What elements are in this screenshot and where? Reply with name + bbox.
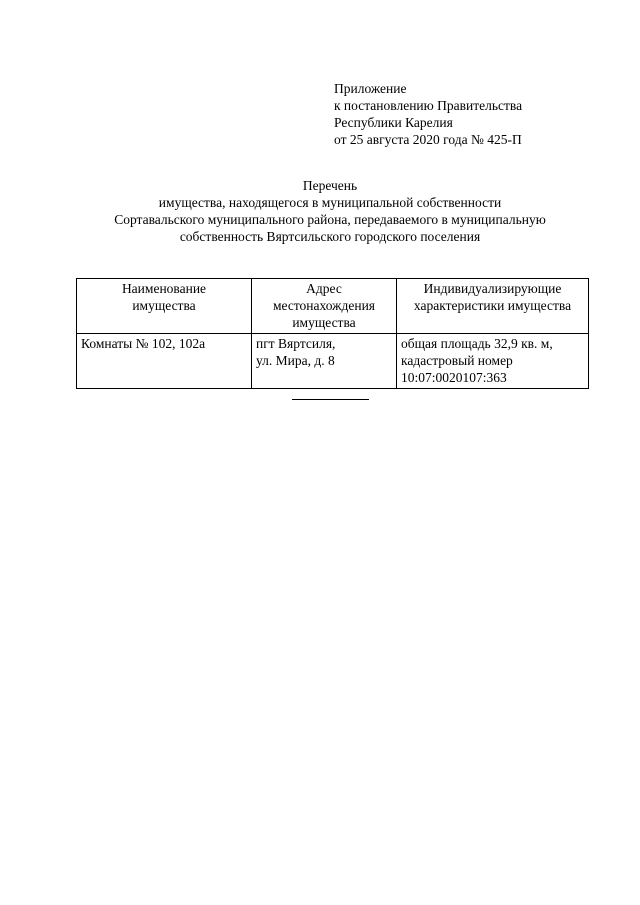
appendix-date-line: от 25 августа 2020 года № 425-П xyxy=(334,132,522,147)
table-header-row xyxy=(77,279,589,334)
title-line: собственность Вяртсильского городского поселения xyxy=(179,229,481,244)
appendix-line: Республики Карелия xyxy=(334,115,453,130)
appendix-line: к постановлению Правительства xyxy=(334,98,523,113)
header-text: Наименование xyxy=(121,281,207,296)
header-text: Индивидуализирующие xyxy=(423,281,562,296)
cell-text: общая площадь 32,9 кв. м, xyxy=(401,336,553,351)
header-cell-characteristics xyxy=(397,279,589,334)
header-text: местонахождения xyxy=(272,298,376,313)
cell-text: кадастровый номер xyxy=(401,353,513,368)
appendix-block xyxy=(334,80,624,148)
appendix-line: Приложение xyxy=(334,81,407,96)
header-text: Адрес xyxy=(306,281,342,296)
cell-characteristics xyxy=(397,334,589,389)
property-table xyxy=(76,278,589,389)
cell-text: Комнаты № 102, 102а xyxy=(81,336,206,351)
title-line: имущества, находящегося в муниципальной собственности xyxy=(158,195,502,210)
header-cell-name xyxy=(77,279,252,334)
header-text: характеристики имущества xyxy=(413,298,572,313)
cell-text: пгт Вяртсиля, xyxy=(256,336,336,351)
cell-address xyxy=(252,334,397,389)
cell-text: 10:07:0020107:363 xyxy=(401,370,507,385)
cell-property-name xyxy=(77,334,252,389)
title-heading: Перечень xyxy=(302,178,358,193)
closing-divider xyxy=(292,399,369,400)
header-text: имущества xyxy=(132,298,196,313)
header-text: имущества xyxy=(292,315,356,330)
document-title xyxy=(60,177,600,245)
table-row xyxy=(77,334,589,389)
cell-text: ул. Мира, д. 8 xyxy=(256,353,335,368)
header-cell-address xyxy=(252,279,397,334)
title-line: Сортавальского муниципального района, передаваемого в муниципальную xyxy=(114,212,546,227)
